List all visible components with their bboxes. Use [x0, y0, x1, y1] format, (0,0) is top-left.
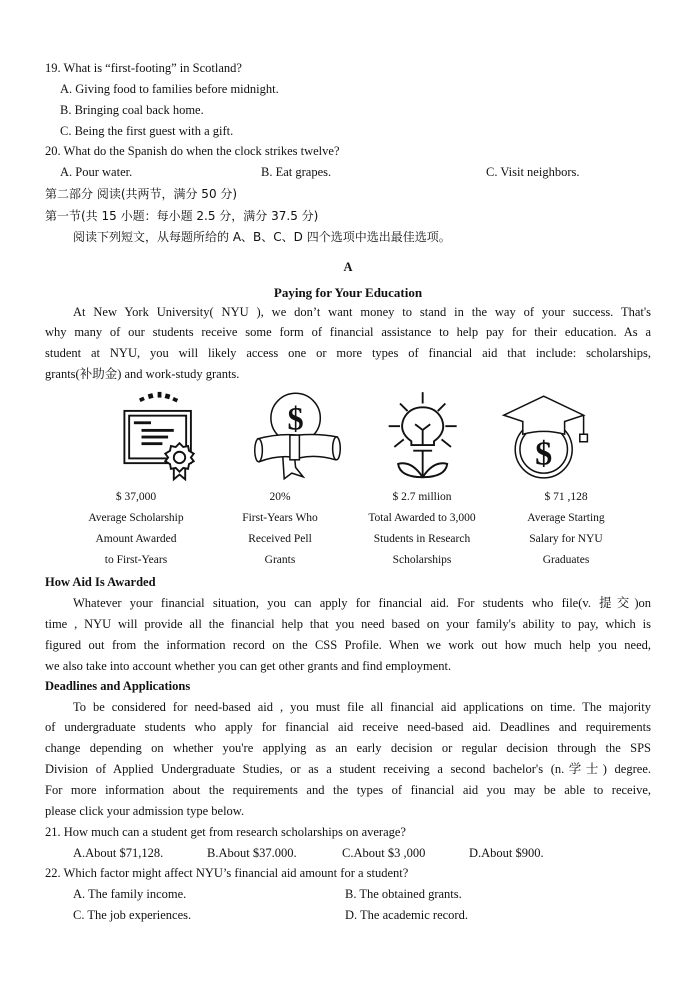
intro-line-3: student at NYU, you will likely access one or more types of financial aid that include: scholarships,	[45, 346, 651, 360]
stat-label-line: to First-Years	[104, 554, 168, 566]
stat-label-line: Total Awarded to 3,000	[368, 512, 476, 524]
stat-value: $ 37,000	[115, 491, 157, 503]
how-aid-line-2: time , NYU will provide all the financial help that you need based on your family's ability to pay, which is	[45, 617, 651, 631]
q21-option-d: D.About $900.	[469, 846, 544, 860]
deadlines-line-3: change depending on whether you're applying as an early decision or regular decision through the SPS	[45, 741, 651, 755]
q19-option-b: B. Bringing coal back home.	[60, 103, 204, 117]
how-aid-heading: How Aid Is Awarded	[45, 575, 156, 589]
stat-value: 20%	[269, 491, 291, 503]
stat-value: $ 2.7 million	[392, 491, 452, 503]
graduation-coin-icon	[500, 388, 595, 488]
how-aid-line-1: Whatever your financial situation, you can apply for financial aid. For students who file(v. 提交)on	[73, 596, 651, 610]
q20-option-c: C. Visit neighbors.	[486, 165, 580, 179]
q21-option-c: C.About $3 ,000	[342, 846, 426, 860]
question-20-stem: 20. What do the Spanish do when the clock strikes twelve?	[45, 144, 340, 158]
stat-starting-salary	[501, 487, 631, 571]
stat-label-line: Scholarships	[392, 554, 452, 566]
stat-label-line: Grants	[264, 554, 296, 566]
stat-label-line: Average Starting	[527, 512, 605, 524]
deadlines-line-5: For more information about the requirements and the types of financial aid you may be able to receive,	[45, 783, 651, 797]
section-instruction: 阅读下列短文，从每题所给的 A、B、C、D 四个选项中选出最佳选项。	[73, 230, 451, 244]
intro-line-1: At New York University( NYU ), we don’t want money to stand in the way of your success. That's	[73, 305, 651, 319]
part-title: 第二部分 阅读(共两节，满分 50 分)	[45, 187, 238, 201]
stat-scholarship	[71, 487, 201, 571]
question-19-stem: 19. What is “first-footing” in Scotland?	[45, 61, 242, 75]
deadlines-line-1: To be considered for need-based aid , you must file all financial aid applications on time. The majority	[73, 700, 651, 714]
q21-option-a: A.About $71,128.	[73, 846, 164, 860]
q20-option-b: B. Eat grapes.	[261, 165, 332, 179]
how-aid-line-4: we also take into account whether you can get other grants and find employment.	[45, 659, 452, 673]
dollar-diploma-icon	[250, 387, 345, 487]
deadlines-line-2: of undergraduate students who apply for financial aid receive need-based aid. Deadlines and requirements	[45, 720, 651, 734]
certificate-icon	[113, 390, 208, 485]
deadlines-line-4: Division of Applied Undergraduate Studies, or as a student receiving a second bachelor's (n.学士) degree.	[45, 762, 651, 776]
stat-research-scholarships	[357, 487, 487, 571]
q22-option-c: C. The job experiences.	[73, 908, 192, 922]
stat-label-line: Amount Awarded	[95, 533, 177, 545]
passage-title: Paying for Your Education	[273, 285, 423, 300]
stat-label-line: Average Scholarship	[88, 512, 184, 524]
question-21-stem: 21. How much can a student get from research scholarships on average?	[45, 825, 406, 839]
q19-option-a: A. Giving food to families before midnight.	[60, 82, 279, 96]
passage-letter: A	[343, 260, 353, 274]
intro-line-2: why many of our students receive some form of financial assistance to help pay for their education. As a	[45, 325, 651, 339]
q20-option-a: A. Pour water.	[60, 165, 133, 179]
q19-option-c: C. Being the first guest with a gift.	[60, 124, 234, 138]
deadlines-heading: Deadlines and Applications	[45, 679, 191, 693]
stat-pell-grants	[215, 487, 345, 571]
svg-text:$: $	[287, 400, 304, 437]
q22-option-b: B. The obtained grants.	[345, 887, 462, 901]
deadlines-line-6: please click your admission type below.	[45, 804, 245, 818]
section-title: 第一节(共 15 小题：每小题 2.5 分，满分 37.5 分)	[45, 209, 319, 223]
stat-label-line: Salary for NYU	[529, 533, 603, 545]
q21-option-b: B.About $37.000.	[207, 846, 297, 860]
question-22-stem: 22. Which factor might affect NYU’s financial aid amount for a student?	[45, 866, 409, 880]
svg-text:$: $	[535, 435, 553, 473]
stat-label-line: First-Years Who	[242, 512, 318, 524]
stat-label-line: Students in Research	[373, 533, 471, 545]
stat-label-line: Graduates	[542, 554, 590, 566]
how-aid-line-3: figured out from the information record on the CSS Profile. When we work out how much help you need,	[45, 638, 651, 652]
q22-option-a: A. The family income.	[73, 887, 187, 901]
stat-label-line: Received Pell	[248, 533, 312, 545]
lightbulb-plant-icon	[383, 390, 468, 485]
intro-line-4: grants(补助金) and work-study grants.	[45, 367, 240, 381]
stat-value: $ 71 ,128	[544, 491, 588, 503]
q22-option-d: D. The academic record.	[345, 908, 468, 922]
